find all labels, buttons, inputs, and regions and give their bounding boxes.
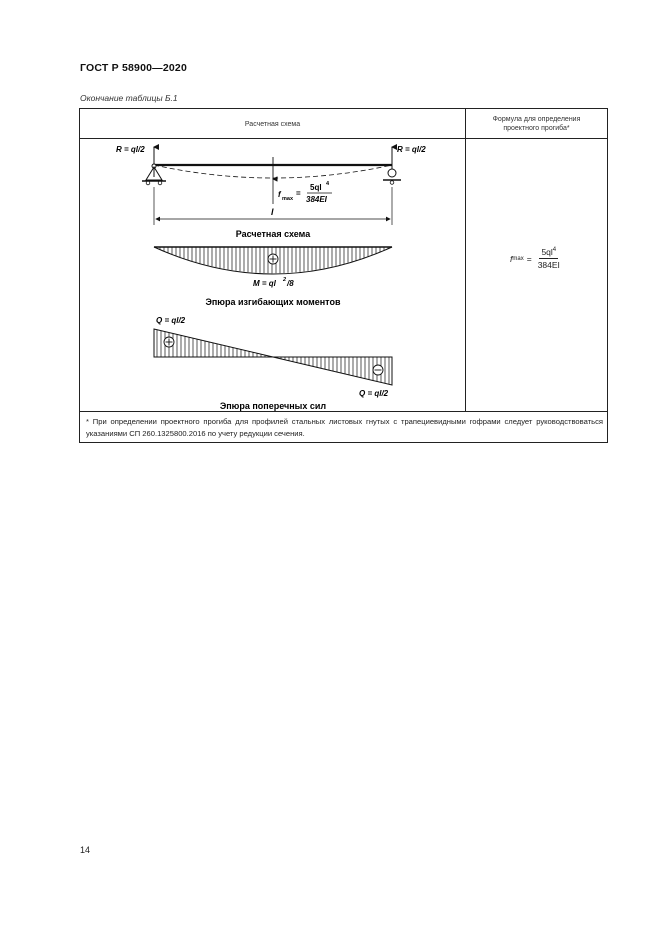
formula-equals: = [526, 253, 532, 264]
moment-label-tail: /8 [287, 279, 294, 288]
fmax-numerator-exp: 4 [326, 181, 330, 187]
moment-label: M = ql [253, 279, 276, 288]
moment-label-exp: 2 [283, 277, 287, 283]
moment-title: Эпюра изгибающих моментов [205, 297, 341, 307]
calculation-table [79, 108, 608, 443]
standard-header: ГОСТ Р 58900—2020 [80, 62, 188, 74]
table-caption: Окончание таблицы Б.1 [80, 93, 178, 103]
column-header-scheme: Расчетная схема [80, 109, 466, 139]
formula-denominator: 384EI [537, 260, 560, 270]
formula-numerator: 5ql [541, 247, 553, 257]
fmax-label: f [278, 190, 281, 199]
table-header-row [80, 109, 607, 139]
scheme-title: Расчетная схема [235, 229, 311, 239]
beam-scheme [116, 145, 426, 239]
formula-lhs-sub: max [512, 255, 524, 262]
design-scheme-cell [80, 139, 466, 411]
fmax-numerator: 5ql [310, 183, 322, 192]
page-number: 14 [80, 845, 91, 855]
shear-left-label: Q = ql/2 [156, 316, 186, 325]
formula-numerator-exp: 4 [552, 247, 557, 254]
column-header-formula-line1: Формула для определения [492, 116, 581, 123]
fmax-label-sub: max [282, 196, 294, 202]
formula-cell [466, 139, 607, 411]
moment-diagram [154, 247, 392, 307]
svg-text:=: = [296, 189, 301, 198]
span-label: l [271, 207, 274, 217]
reaction-right-label: R = ql/2 [397, 145, 426, 154]
table-footnote: * При определении проектного прогиба для профилей стальных листовых гнутых с трапециевидными гофрами следует руководствоваться указаниями СП 260.1325800.2016 по учету редукции сечения. [86, 417, 603, 438]
fmax-denominator: 384EI [306, 195, 327, 204]
formula-fraction [536, 247, 562, 270]
shear-diagram [154, 316, 392, 411]
roller-support-right [383, 169, 401, 184]
reaction-left-label: R = ql/2 [116, 145, 145, 154]
formula-lhs: f [510, 253, 513, 264]
shear-title: Эпюра поперечных сил [219, 401, 327, 411]
shear-right-label: Q = ql/2 [359, 389, 389, 398]
deflection-formula [510, 247, 562, 270]
beam-diagrams [80, 139, 466, 411]
table-body-row [80, 139, 607, 412]
column-header-formula [466, 109, 607, 139]
column-header-formula-line2: проектного прогиба* [503, 125, 570, 132]
